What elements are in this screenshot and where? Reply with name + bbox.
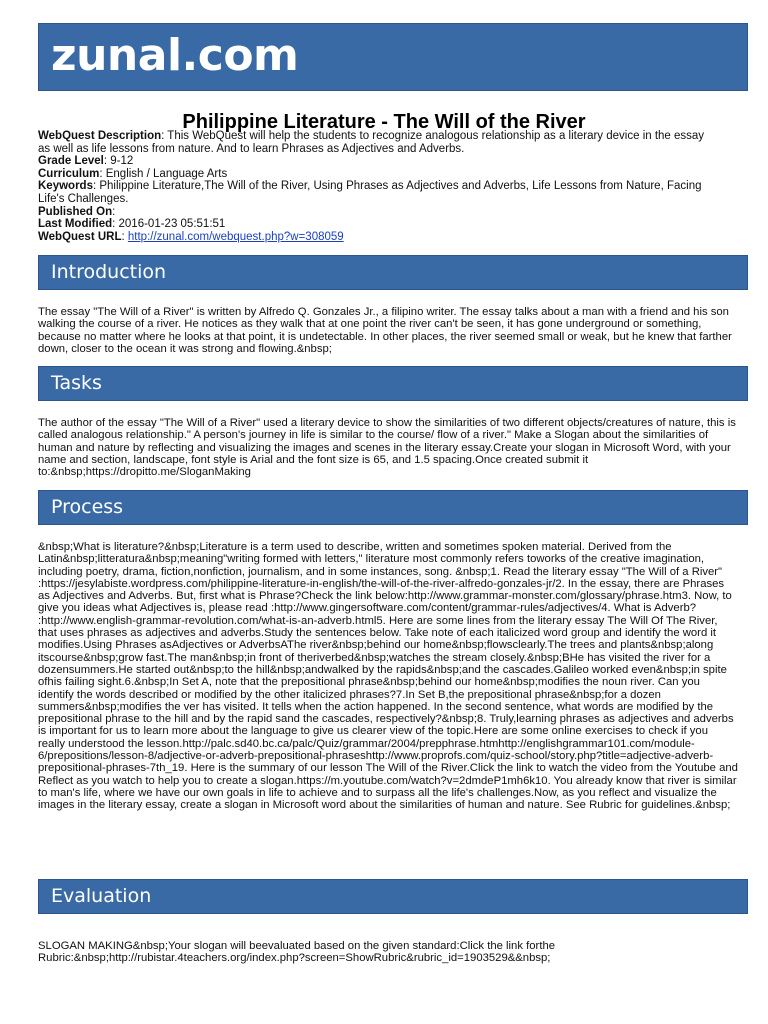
site-logo[interactable]: zunal.com: [51, 30, 299, 81]
description-row: [38, 130, 718, 155]
url-separator: :: [121, 230, 128, 243]
keywords-value: : Philippine Literature,The Will of the River, Using Phrases as Adjectives and Adverbs, Life Lessons from Nature, Facing Life's Challenges.: [38, 180, 702, 205]
keywords-row: [38, 180, 718, 205]
evaluation-heading: Evaluation: [51, 885, 152, 907]
curriculum-row: [38, 168, 718, 181]
published-label: Published On: [38, 205, 113, 218]
modified-label: Last Modified: [38, 218, 113, 231]
process-text: &nbsp;What is literature?&nbsp;Literature is a term used to describe, written and sometimes spoken material. Derived from the Latin&nbsp;litteratura&nbsp;meaning"writing formed with letters," literature most commonly refers toworks of the creative imagination, including poetry, drama, fiction,nonfiction, journalism, and in some instances, song. &nbsp;1. Read the literary essay "The Will of a River" :https://jesylabiste.wordpress.com/philippine-literature-in-english/the-will-of-the-river-alfredo-gonzales-jr/2. In the essay, there are Phrases as Adjectives and Adverbs. But, first what is Phrase?Check the link below:http://www.grammar-monster.com/glossary/phrase.htm3. Now, to give you ideas what Adjectives is, please read :http://www.gingersoftware.com/content/grammar-rules/adjectives/4. What is Adverb? :http://www.english-grammar-revolution.com/what-is-an-adverb.html5. Here are some lines from the literary essay The Will Of The River, that uses phrases as adjectives and adverbs.Study the sentences below. Take note of each italicized word group and identify the word it modifies.Using Phrases asAdjectives or AdverbsAThe river&nbsp;behind our home&nbsp;flowsclearly.The trees and plants&nbsp;along itscourse&nbsp;grow fast.The man&nbsp;in front of theriverbed&nbsp;watches the stream closely.&nbsp;BHe has visited the river for a dozensummers.He started out&nbsp;to the hill&nbsp;andwalked by the rapids&nbsp;and the cascades.Galileo worked even&nbsp;in spite ofhis failing sight.6.&nbsp;In Set A, note that the prepositional phrase&nbsp;behind our home&nbsp;modifies the noun river. Can you identify the words described or modified by the other italicized phrases?7.In Set B,the prepositional phrase&nbsp;for a dozen summers&nbsp;modifies the ver has visited. It tells when the action happened. In the second sentence, what words are modified by the prepositional phrase to the hill and by the rapid sand the cascades, respectively?&nbsp;8. Truly,learning phrases as adjectives and adverbs is important for us to learn more about the language to give us clearer view of the topic.Here are some online exercises to check if you really understood the lesson.http://palc.sd40.bc.ca/palc/Quiz/grammar/2004/prepphrase.htmhttp://englishgrammar101.com/module-6/prepositions/lesson-8/adjective-or-adverb-prepositional-phraseshttp://www.proprofs.com/quiz-school/story.php?title=adjective-adverb-prepositional-phrases-7th_19. Here is the summary of our lesson The Will of the River.Click the link to watch the video from the Youtube and Reflect as you watch to help you to create a slogan.https://m.youtube.com/watch?v=2dmdeP1mh6k10. You already know that river is similar to man's life, where we have our own goals in life to achieve and to surpass all the life's challenges.Now, as you reflect and visualize the images in the literary essay, create a slogan in Microsoft word about the similarities of human and nature. See Rubric for guidelines.&nbsp;: [38, 541, 738, 812]
site-header-bar: [38, 23, 748, 91]
evaluation-text: SLOGAN MAKING&nbsp;Your slogan will beevaluated based on the given standard:Click the link forthe Rubric:&nbsp;http://rubistar.4teachers.org/index.php?screen=ShowRubric&rubric_id=1903529&&nbsp;: [38, 940, 556, 965]
tasks-heading: Tasks: [51, 372, 102, 394]
modified-value: : 2016-01-23 05:51:51: [112, 218, 226, 231]
introduction-heading: Introduction: [51, 261, 167, 283]
url-row: [38, 231, 718, 244]
published-row: [38, 206, 718, 219]
grade-value: : 9-12: [103, 155, 134, 168]
evaluation-header: [38, 879, 748, 914]
description-label: WebQuest Description: [38, 130, 162, 142]
grade-row: [38, 155, 718, 168]
keywords-label: Keywords: [38, 180, 93, 193]
introduction-text: The essay "The Will of a River" is written by Alfredo Q. Gonzales Jr., a filipino writer. The essay talks about a man with a friend and his son walking the course of a river. He notices as they walk that at one point the river can't be seen, it has gone underground or something, because no matter where he looks at that point, it is undetectable. In other places, the river seemed small or weak, but he knew that farther down, closer to the ocean it was strong and flowing.&nbsp;: [38, 306, 732, 355]
page-title: Philippine Literature - The Will of the River: [182, 111, 586, 133]
published-value: :: [112, 205, 116, 218]
webquest-meta: [38, 130, 718, 243]
curriculum-value: : English / Language Arts: [99, 167, 228, 180]
grade-label: Grade Level: [38, 155, 104, 168]
tasks-header: [38, 366, 748, 401]
modified-row: [38, 218, 718, 231]
tasks-text: The author of the essay "The Will of a River" used a literary device to show the similarities of two different objects/creatures of nature, this is called analogous relationship." A person's journey in life is similar to the course/ flow of a river." Make a Slogan about the similarities of human and nature by reflecting and visualizing the images and scenes in the literary essay.Create your slogan in Microsoft Word, with your name and section, landscape, font style is Arial and the font size is 65, and 1.5 spacing.Once created submit it to:&nbsp;https://dropitto.me/SloganMaking: [38, 417, 736, 479]
process-header: [38, 490, 748, 525]
webquest-url-link[interactable]: http://zunal.com/webquest.php?w=308059: [127, 230, 344, 243]
url-label: WebQuest URL: [38, 230, 122, 243]
description-value: : This WebQuest will help the students to recognize analogous relationship as a literary device in the essay as well as life lessons from nature. And to learn Phrases as Adjectives and Adverbs.: [38, 130, 705, 155]
curriculum-label: Curriculum: [38, 167, 100, 180]
introduction-header: [38, 255, 748, 290]
process-heading: Process: [51, 496, 124, 518]
